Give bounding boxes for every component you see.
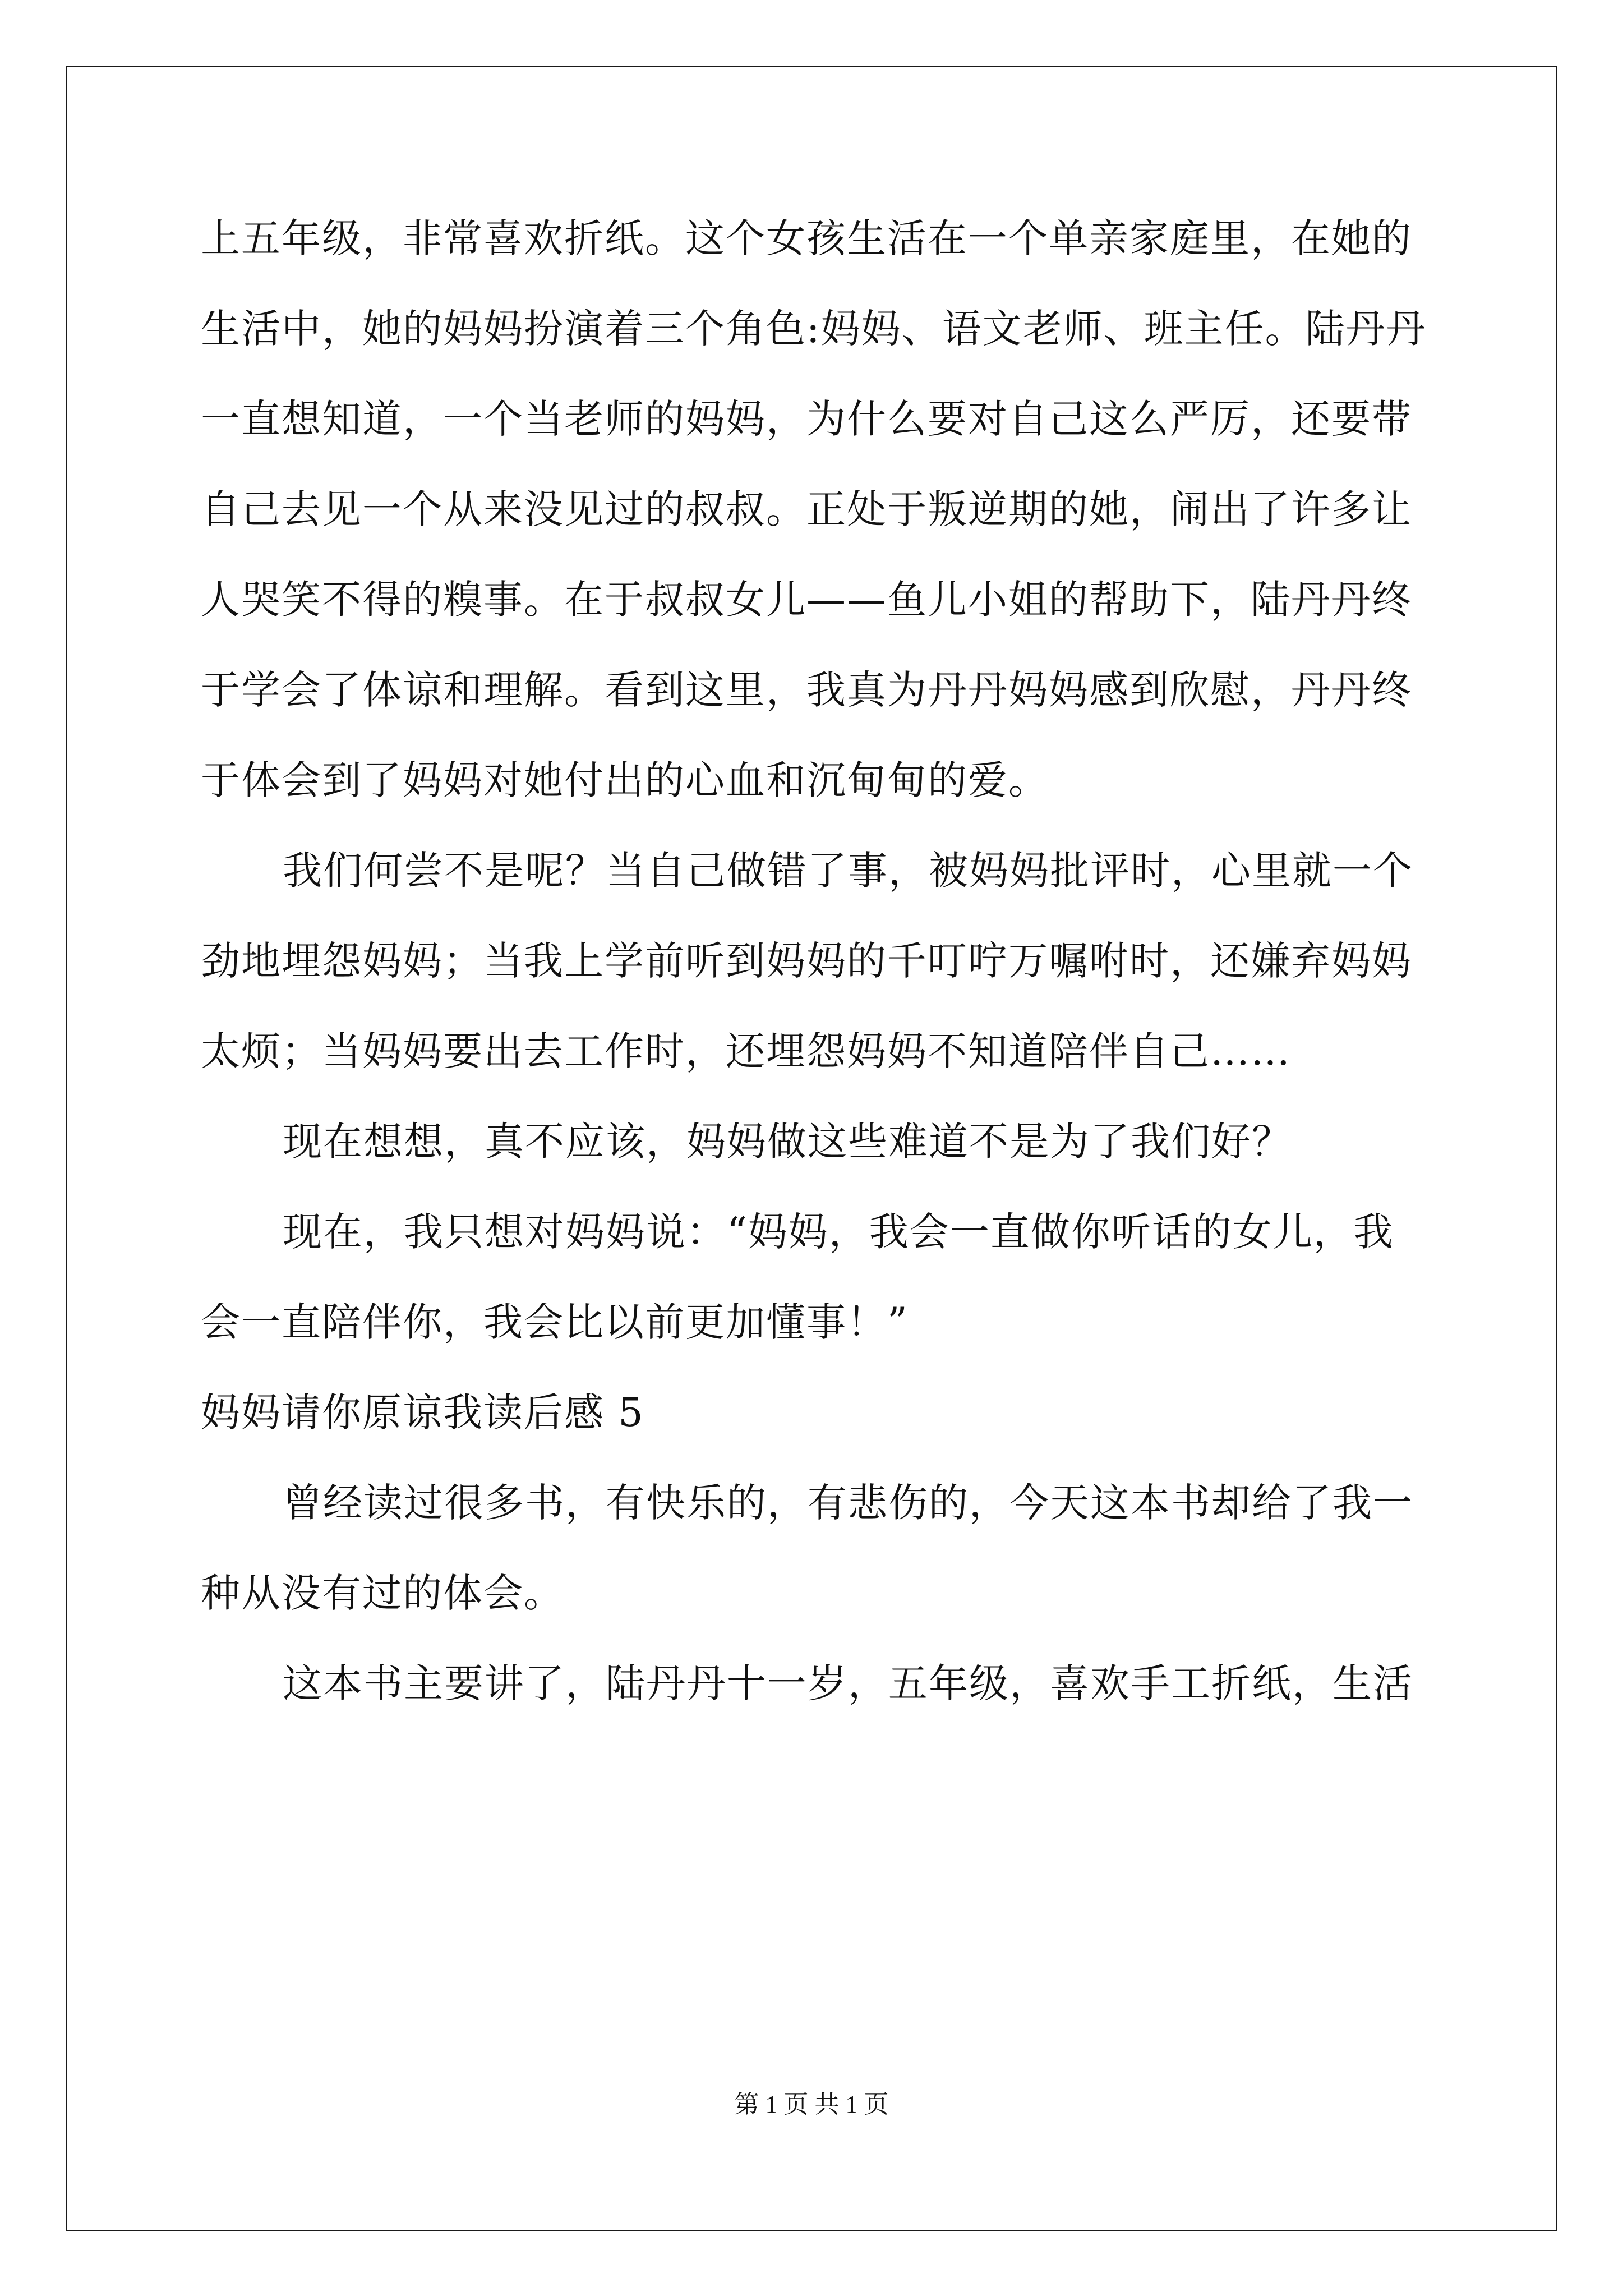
paragraph-start-line: 现在想想，真不应该，妈妈做这些难道不是为了我们好？	[283, 1119, 1292, 1165]
text-line: 人哭笑不得的糗事。在于叔叔女儿——鱼儿小姐的帮助下，陆丹丹终	[201, 577, 1412, 623]
paragraph-start-line: 我们何尝不是呢？当自己做错了事，被妈妈批评时，心里就一个	[283, 848, 1413, 894]
text-line: 上五年级，非常喜欢折纸。这个女孩生活在一个单亲家庭里，在她的	[201, 215, 1412, 261]
text-line: 会一直陪伴你，我会比以前更加懂事！”	[201, 1299, 909, 1345]
text-line: 太烦；当妈妈要出去工作时，还埋怨妈妈不知道陪伴自己……	[201, 1028, 1291, 1074]
paragraph-start-line: 现在，我只想对妈妈说：“妈妈，我会一直做你听话的女儿，我	[283, 1209, 1394, 1255]
text-line: 生活中，她的妈妈扮演着三个角色:妈妈、语文老师、班主任。陆丹丹	[201, 306, 1427, 352]
text-line: 自己去见一个从来没见过的叔叔。正处于叛逆期的她，闹出了许多让	[201, 486, 1412, 532]
text-line: 一直想知道，一个当老师的妈妈，为什么要对自己这么严厉，还要带	[201, 396, 1412, 442]
page-footer: 第 1 页 共 1 页	[734, 2091, 889, 2118]
paragraph-start-line: 曾经读过很多书，有快乐的，有悲伤的，今天这本书却给了我一	[283, 1480, 1413, 1526]
text-line: 劲地埋怨妈妈；当我上学前听到妈妈的千叮咛万嘱咐时，还嫌弃妈妈	[201, 938, 1412, 984]
section-heading: 妈妈请你原谅我读后感 5	[201, 1389, 644, 1435]
paragraph-start-line: 这本书主要讲了，陆丹丹十一岁，五年级，喜欢手工折纸，生活	[283, 1660, 1413, 1706]
text-line: 于体会到了妈妈对她付出的心血和沉甸甸的爱。	[201, 757, 1049, 803]
text-line: 于学会了体谅和理解。看到这里，我真为丹丹妈妈感到欣慰，丹丹终	[201, 667, 1412, 713]
text-line: 种从没有过的体会。	[201, 1570, 564, 1616]
